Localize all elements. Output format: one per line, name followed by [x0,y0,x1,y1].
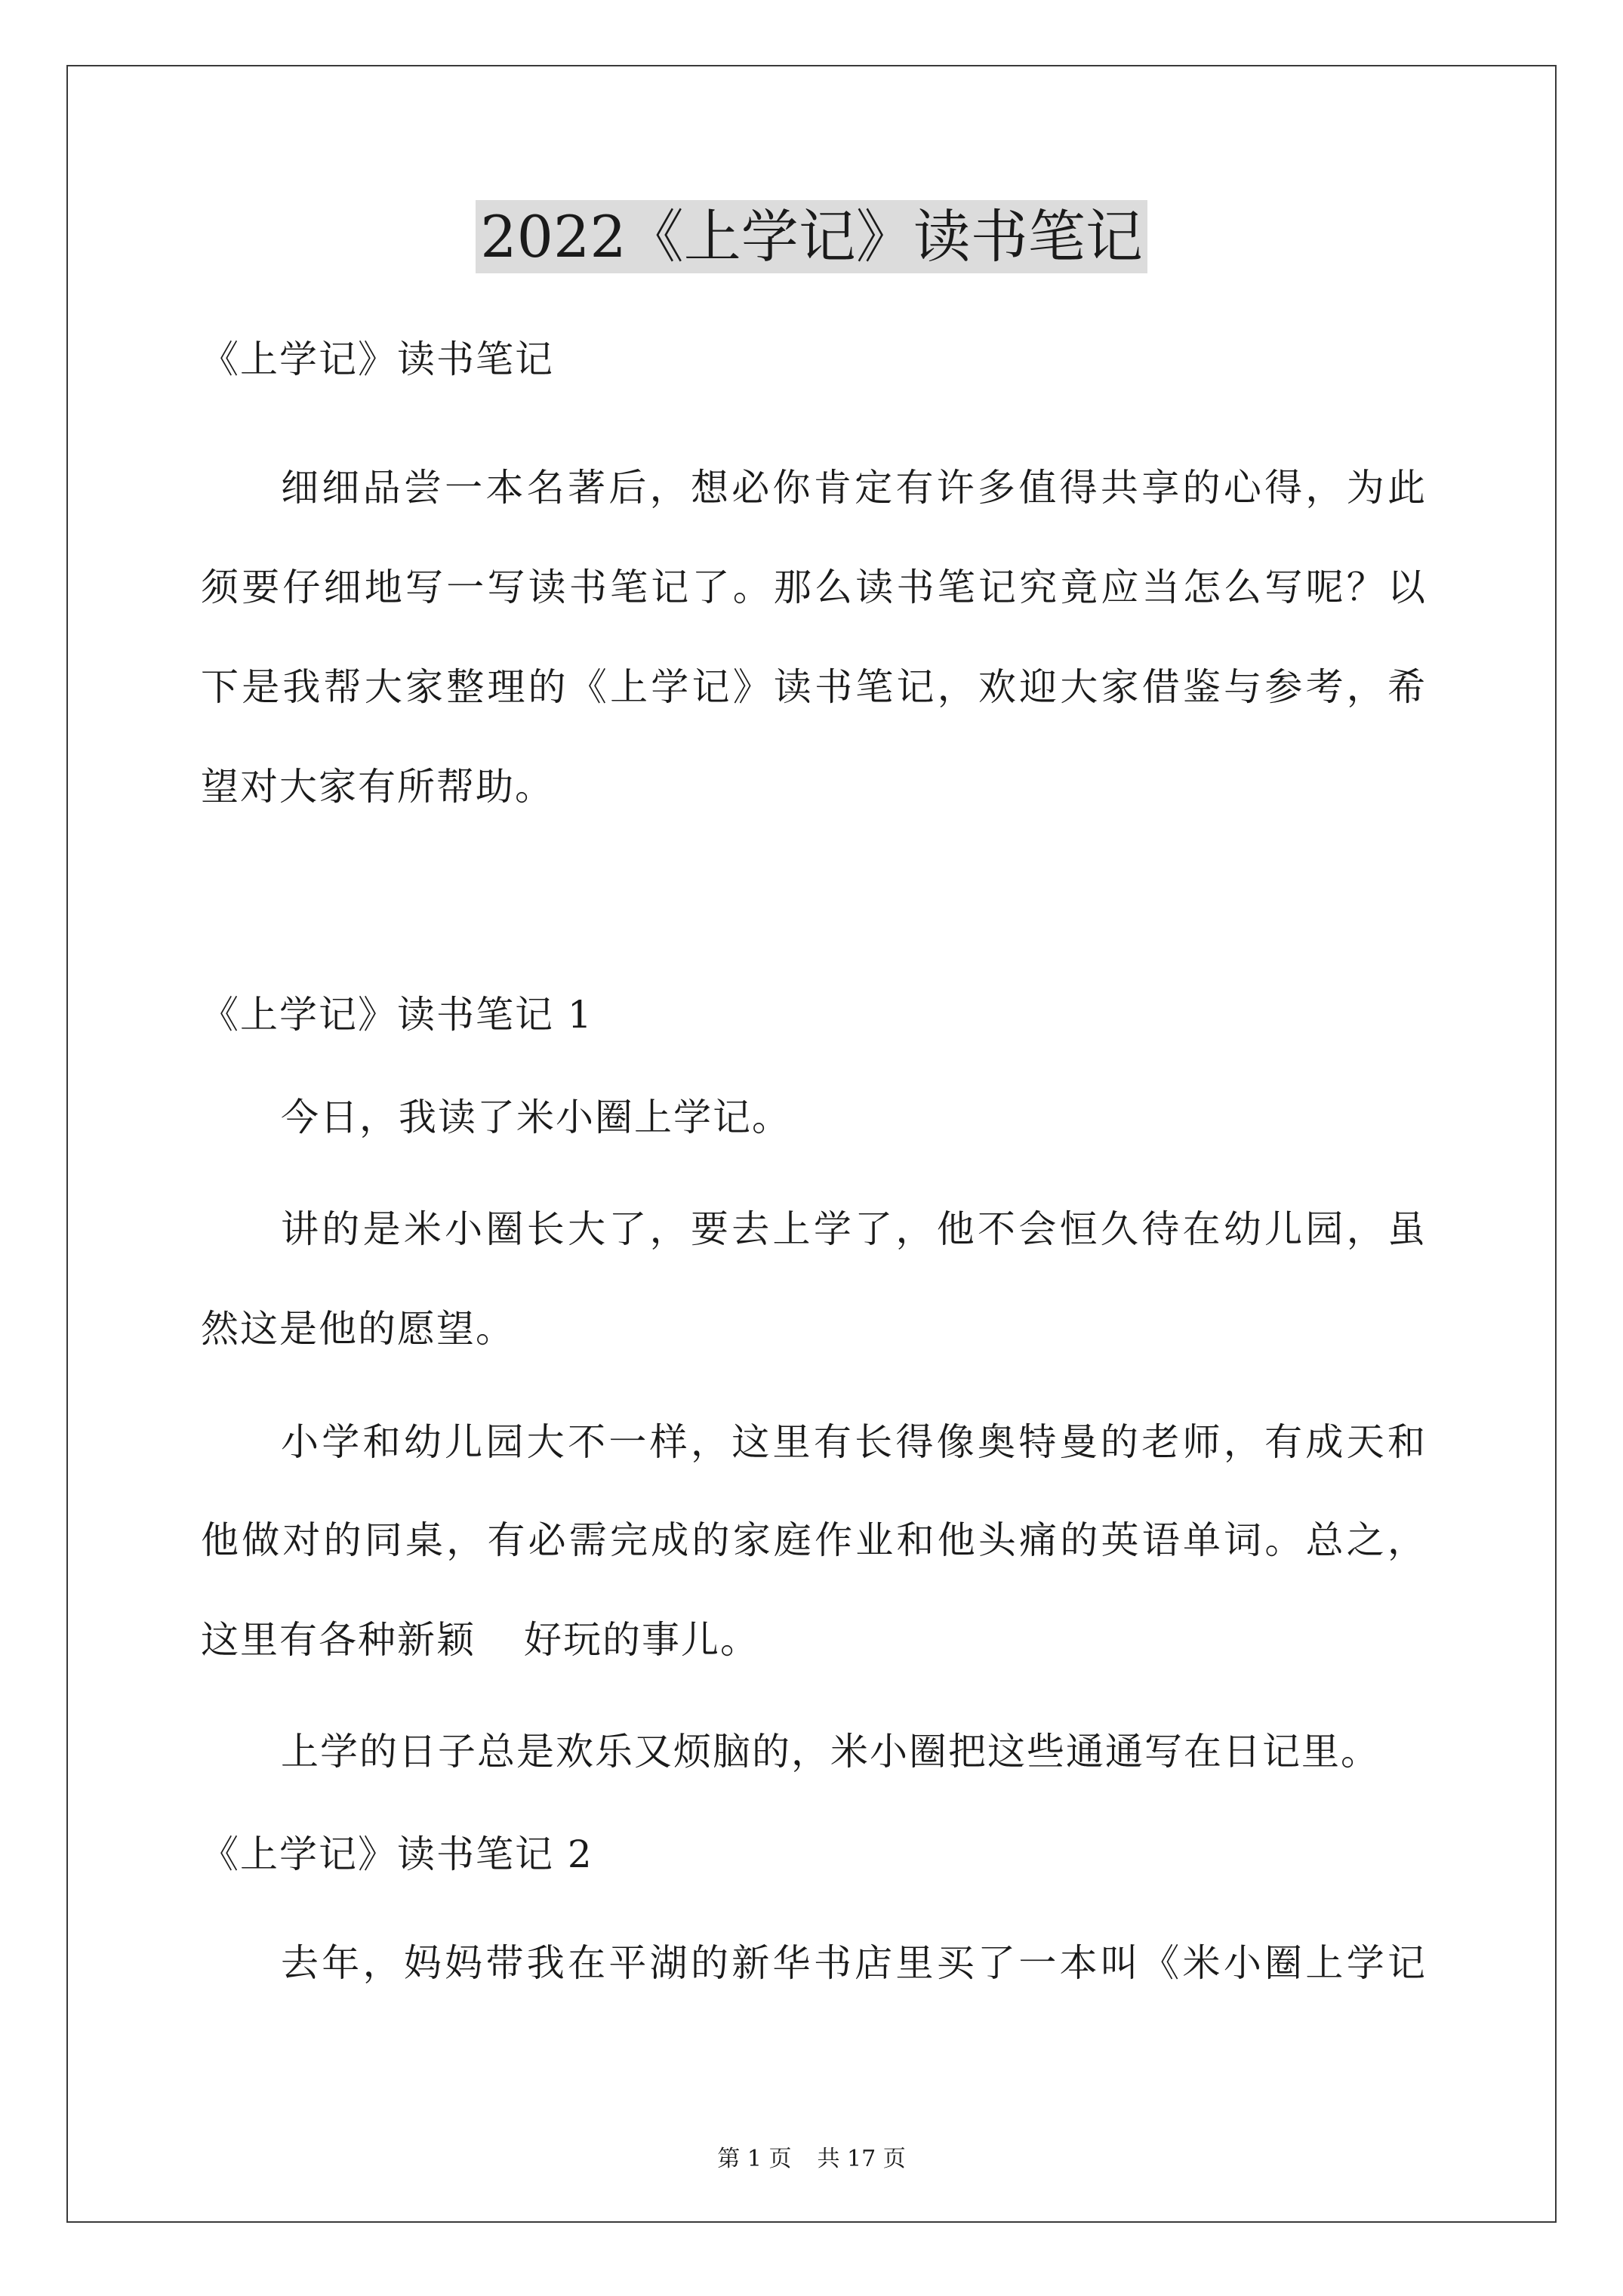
paragraph-line: 然这是他的愿望。 [201,1307,515,1351]
section-heading: 《上学记》读书笔记 [201,337,554,381]
paragraph-line [201,1613,759,1667]
document-title-text: 2022《上学记》读书笔记 [476,200,1147,273]
paragraph-line: 他做对的同桌，有必需完成的家庭作业和他头痛的英语单词。总之， [201,1518,1427,1562]
paragraph-line: 须要仔细地写一写读书笔记了。那么读书笔记究竟应当怎么写呢？以 [201,566,1427,609]
paragraph-line: 今日，我读了米小圈上学记。 [281,1096,791,1139]
section-heading: 《上学记》读书笔记 1 [201,993,593,1037]
page-number: 第 1 页 [717,2146,792,2172]
paragraph-line: 细细品尝一本名著后，想必你肯定有许多值得共享的心得，为此 [281,466,1427,510]
paragraph-line: 望对大家有所帮助。 [201,765,554,809]
paragraph-line: 小学和幼儿园大不一样，这里有长得像奥特曼的老师，有成天和 [281,1420,1427,1464]
paragraph-line: 讲的是米小圈长大了，要去上学了，他不会恒久待在幼儿园，虽 [281,1207,1427,1251]
paragraph-line: 去年，妈妈带我在平湖的新华书店里买了一本叫《米小圈上学记 [281,1941,1427,1985]
section-heading: 《上学记》读书笔记 2 [201,1832,593,1876]
page-total: 共 17 页 [817,2146,906,2172]
paragraph-line-part: 好玩的事儿。 [524,1618,759,1662]
paragraph-line: 上学的日子总是欢乐又烦脑的，米小圈把这些通通写在日记里。 [281,1730,1380,1774]
paragraph-line: 下是我帮大家整理的《上学记》读书笔记，欢迎大家借鉴与参考，希 [201,665,1427,709]
page-footer [0,2143,1623,2176]
paragraph-line-part: 这里有各种新颖 [201,1618,476,1662]
document-title [0,195,1623,279]
